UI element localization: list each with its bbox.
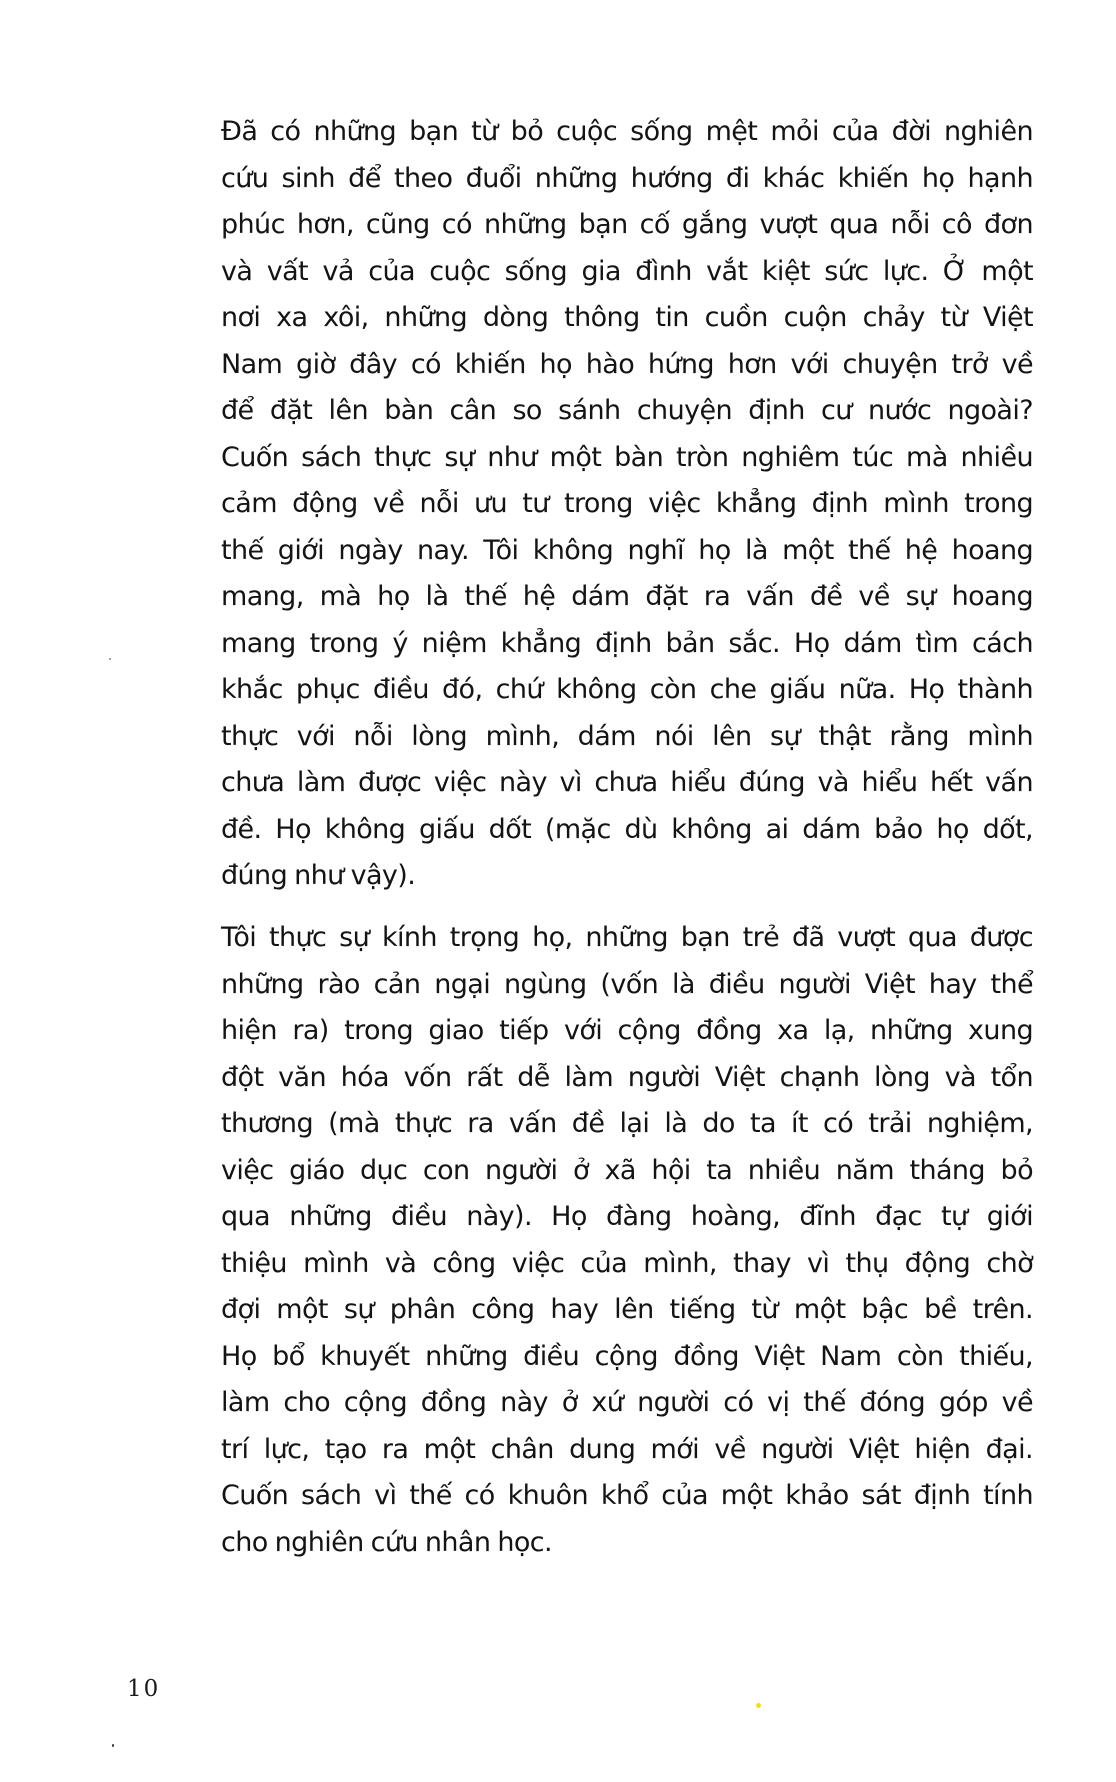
text-line: cảm động về nỗi ưu tư trong việc khẳng định mình trong xyxy=(221,488,1033,519)
text-line: thiệu mình và công việc của mình, thay vì thụ động chờ xyxy=(221,1247,1033,1279)
text-line: chưa làm được việc này vì chưa hiểu đúng và hiểu hết vấn xyxy=(221,767,1033,798)
text-line: làm cho cộng đồng này ở xứ người có vị thế đóng góp về xyxy=(221,1387,1033,1418)
text-line: qua những điều này). Họ đàng hoàng, đĩnh đạc tự giới xyxy=(221,1201,1033,1232)
scan-artifact-yellow-speck xyxy=(756,1703,761,1708)
text-line: khắc phục điều đó, chứ không còn che giấu nữa. Họ thành xyxy=(221,674,1033,705)
text-line: cho nghiên cứu nhân học. xyxy=(221,1526,553,1558)
text-line: để đặt lên bàn cân so sánh chuyện định cư nước ngoài? xyxy=(221,395,1033,426)
paragraph-1 xyxy=(221,109,1041,900)
text-line: cứu sinh để theo đuổi những hướng đi khác khiến họ hạnh xyxy=(221,162,1033,194)
text-line: phúc hơn, cũng có những bạn cố gắng vượt qua nỗi cô đơn xyxy=(221,209,1033,240)
text-line: Cuốn sách thực sự như một bàn tròn nghiêm túc mà nhiều xyxy=(221,441,1033,473)
scan-artifact-dot xyxy=(112,1744,114,1747)
text-line: và vất vả của cuộc sống gia đình vắt kiệt sức lực. Ở một xyxy=(221,255,1033,287)
text-line: Tôi thực sự kính trọng họ, những bạn trẻ đã vượt qua được xyxy=(221,922,1033,953)
text-line: thương (mà thực ra vấn đề lại là do ta ít có trải nghiệm, xyxy=(221,1108,1033,1139)
body-text xyxy=(221,109,1041,1566)
text-line: đợi một sự phân công hay lên tiếng từ một bậc bề trên. xyxy=(221,1294,1033,1325)
text-line: đúng như vậy). xyxy=(221,860,416,891)
page-number: 10 xyxy=(127,1676,161,1702)
text-line: mang, mà họ là thế hệ dám đặt ra vấn đề về sự hoang xyxy=(221,581,1033,612)
text-line: Họ bổ khuyết những điều cộng đồng Việt Nam còn thiếu, xyxy=(221,1340,1033,1372)
text-line: Nam giờ đây có khiến họ hào hứng hơn với chuyện trở về xyxy=(221,348,1033,380)
text-line: thế giới ngày nay. Tôi không nghĩ họ là một thế hệ hoang xyxy=(221,534,1033,566)
text-line: thực với nỗi lòng mình, dám nói lên sự thật rằng mình xyxy=(221,720,1033,752)
text-line: hiện ra) trong giao tiếp với cộng đồng xa lạ, những xung xyxy=(221,1015,1033,1046)
text-line: Đã có những bạn từ bỏ cuộc sống mệt mỏi của đời nghiên xyxy=(221,116,1033,147)
text-line: nơi xa xôi, những dòng thông tin cuồn cuộn chảy từ Việt xyxy=(221,302,1033,333)
text-line: Cuốn sách vì thế có khuôn khổ của một khảo sát định tính xyxy=(221,1480,1033,1511)
text-line: việc giáo dục con người ở xã hội ta nhiều năm tháng bỏ xyxy=(221,1154,1033,1186)
scan-artifact-dot xyxy=(109,658,111,660)
text-line: trí lực, tạo ra một chân dung mới về người Việt hiện đại. xyxy=(221,1433,1033,1465)
text-line: những rào cản ngại ngùng (vốn là điều người Việt hay thể xyxy=(221,968,1033,1000)
text-line: đột văn hóa vốn rất dễ làm người Việt chạnh lòng và tổn xyxy=(221,1061,1033,1093)
text-line: đề. Họ không giấu dốt (mặc dù không ai dám bảo họ dốt, xyxy=(221,813,1033,845)
paragraph-2 xyxy=(221,915,1041,1566)
text-line: mang trong ý niệm khẳng định bản sắc. Họ dám tìm cách xyxy=(221,627,1033,659)
